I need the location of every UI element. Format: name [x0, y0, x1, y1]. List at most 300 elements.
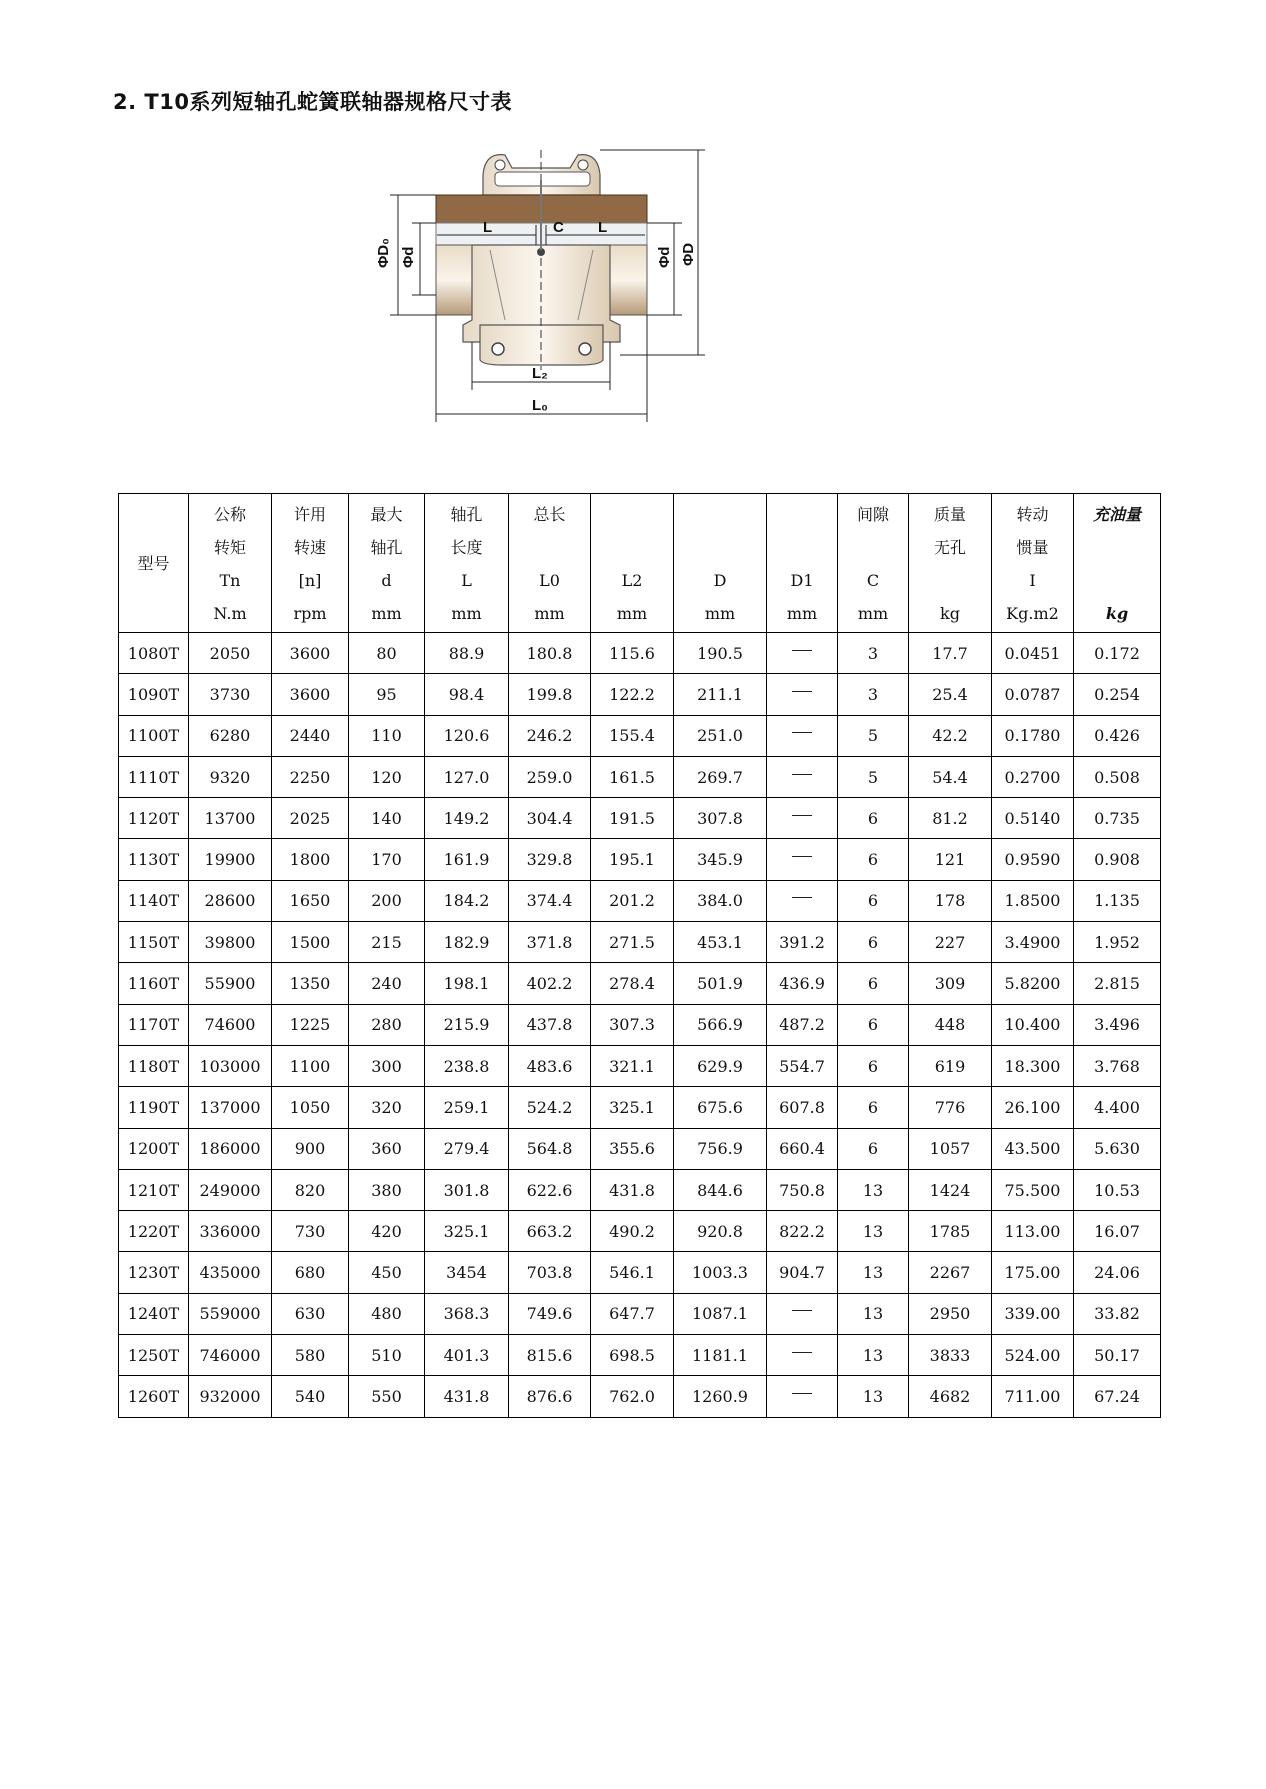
- header-line: mm: [534, 604, 565, 623]
- table-cell: 336000: [189, 1211, 272, 1252]
- table-cell: 844.6: [674, 1169, 767, 1210]
- table-cell: 137000: [189, 1087, 272, 1128]
- table-cell: 820: [272, 1169, 349, 1210]
- table-cell: 2440: [272, 715, 349, 756]
- header-line: [838, 531, 908, 564]
- table-cell: 746000: [189, 1335, 272, 1376]
- dash-mark: [792, 1393, 812, 1395]
- table-cell: 1350: [272, 963, 349, 1004]
- table-cell: 1170T: [119, 1004, 189, 1045]
- table-cell: 271.5: [591, 922, 674, 963]
- table-cell: 75.500: [992, 1169, 1074, 1210]
- table-cell: 0.5140: [992, 798, 1074, 839]
- table-cell: 501.9: [674, 963, 767, 1004]
- header-line: mm: [616, 604, 648, 623]
- table-cell: 120.6: [425, 715, 509, 756]
- table-cell: 0.172: [1074, 633, 1161, 674]
- table-cell: 249000: [189, 1169, 272, 1210]
- table-cell: 1.8500: [992, 880, 1074, 921]
- table-cell: 278.4: [591, 963, 674, 1004]
- dash-mark: [792, 650, 812, 652]
- table-row: [119, 880, 1161, 921]
- table-cell: 3: [838, 674, 909, 715]
- coupling-diagram: [375, 150, 830, 480]
- table-cell: 238.8: [425, 1045, 509, 1086]
- header-line: 总长: [533, 505, 566, 524]
- table-cell: 80: [349, 633, 425, 674]
- table-row: [119, 1004, 1161, 1045]
- header-line: [1074, 531, 1160, 564]
- table-cell: 1230T: [119, 1252, 189, 1293]
- table-cell: 3.768: [1074, 1045, 1161, 1086]
- table-cell: 559000: [189, 1293, 272, 1334]
- header-line: d: [381, 571, 392, 590]
- table-cell: 4.400: [1074, 1087, 1161, 1128]
- table-cell: 127.0: [425, 756, 509, 797]
- table-cell: 436.9: [767, 963, 838, 1004]
- header-line: L: [461, 571, 472, 590]
- table-cell: 647.7: [591, 1293, 674, 1334]
- table-cell: 0.0787: [992, 674, 1074, 715]
- table-cell: 703.8: [509, 1252, 591, 1293]
- table-cell: 0.426: [1074, 715, 1161, 756]
- header-line: 惯量: [1016, 538, 1049, 557]
- table-body: [119, 633, 1161, 1418]
- table-cell: 81.2: [909, 798, 992, 839]
- column-header: [272, 494, 349, 633]
- table-row: [119, 1045, 1161, 1086]
- table-cell: 5: [838, 715, 909, 756]
- header-line: rpm: [293, 604, 327, 623]
- header-line: mm: [857, 604, 889, 623]
- table-cell: 371.8: [509, 922, 591, 963]
- table-cell: [767, 715, 838, 756]
- table-cell: 24.06: [1074, 1252, 1161, 1293]
- dim-label-l2: L₂: [532, 365, 548, 382]
- table-cell: 6: [838, 1045, 909, 1086]
- table-cell: 1240T: [119, 1293, 189, 1334]
- table-cell: 279.4: [425, 1128, 509, 1169]
- header-line: mm: [371, 604, 402, 623]
- table-cell: 815.6: [509, 1335, 591, 1376]
- table-cell: 155.4: [591, 715, 674, 756]
- table-cell: 191.5: [591, 798, 674, 839]
- header-line: 型号: [137, 553, 170, 573]
- header-line: 公称: [213, 505, 246, 524]
- table-cell: 280: [349, 1004, 425, 1045]
- table-cell: 1200T: [119, 1128, 189, 1169]
- table-cell: 450: [349, 1252, 425, 1293]
- table-cell: 240: [349, 963, 425, 1004]
- table-row: [119, 756, 1161, 797]
- table-cell: 26.100: [992, 1087, 1074, 1128]
- table-cell: 607.8: [767, 1087, 838, 1128]
- table-row: [119, 922, 1161, 963]
- table-cell: 67.24: [1074, 1376, 1161, 1417]
- table-cell: 2267: [909, 1252, 992, 1293]
- header-line: [1074, 564, 1160, 597]
- table-cell: 13: [838, 1335, 909, 1376]
- table-cell: 140: [349, 798, 425, 839]
- table-cell: 182.9: [425, 922, 509, 963]
- table-cell: 0.254: [1074, 674, 1161, 715]
- table-cell: 480: [349, 1293, 425, 1334]
- table-cell: [767, 756, 838, 797]
- header-line: 转矩: [213, 538, 246, 557]
- table-cell: 33.82: [1074, 1293, 1161, 1334]
- table-cell: 55900: [189, 963, 272, 1004]
- column-header: [1074, 494, 1161, 633]
- table-cell: 2025: [272, 798, 349, 839]
- table-cell: 113.00: [992, 1211, 1074, 1252]
- table-cell: 1100T: [119, 715, 189, 756]
- table-cell: 13700: [189, 798, 272, 839]
- table-cell: 2.815: [1074, 963, 1161, 1004]
- table-cell: 50.17: [1074, 1335, 1161, 1376]
- table-cell: 698.5: [591, 1335, 674, 1376]
- table-cell: 95: [349, 674, 425, 715]
- column-header: [349, 494, 425, 633]
- table-cell: 822.2: [767, 1211, 838, 1252]
- table-cell: 251.0: [674, 715, 767, 756]
- header-line: L0: [539, 571, 560, 590]
- dim-label-c: C: [553, 219, 564, 236]
- table-cell: 17.7: [909, 633, 992, 674]
- table-cell: 1500: [272, 922, 349, 963]
- table-cell: 6: [838, 839, 909, 880]
- table-cell: 190.5: [674, 633, 767, 674]
- header-line: [591, 498, 673, 531]
- table-cell: 932000: [189, 1376, 272, 1417]
- table-cell: 6: [838, 798, 909, 839]
- header-line: I: [1029, 571, 1036, 590]
- table-cell: 660.4: [767, 1128, 838, 1169]
- column-header: [838, 494, 909, 633]
- table-cell: 195.1: [591, 839, 674, 880]
- table-cell: 307.8: [674, 798, 767, 839]
- header-line: D1: [790, 571, 814, 590]
- table-cell: 110: [349, 715, 425, 756]
- table-row: [119, 963, 1161, 1004]
- table-cell: 161.5: [591, 756, 674, 797]
- table-cell: 401.3: [425, 1335, 509, 1376]
- table-cell: 307.3: [591, 1004, 674, 1045]
- table-row: [119, 715, 1161, 756]
- table-header: [119, 494, 1161, 633]
- table-cell: 619: [909, 1045, 992, 1086]
- table-cell: 227: [909, 922, 992, 963]
- table-cell: 215: [349, 922, 425, 963]
- table-cell: 448: [909, 1004, 992, 1045]
- table-cell: 1260T: [119, 1376, 189, 1417]
- header-line: [674, 498, 766, 531]
- header-line: [n]: [298, 571, 322, 590]
- table-cell: 756.9: [674, 1128, 767, 1169]
- table-cell: 384.0: [674, 880, 767, 921]
- column-header: [674, 494, 767, 633]
- table-cell: 1110T: [119, 756, 189, 797]
- header-line: [674, 531, 766, 564]
- table-cell: 1785: [909, 1211, 992, 1252]
- table-cell: 1260.9: [674, 1376, 767, 1417]
- table-cell: 10.53: [1074, 1169, 1161, 1210]
- table-cell: 54.4: [909, 756, 992, 797]
- table-cell: 368.3: [425, 1293, 509, 1334]
- table-cell: [767, 674, 838, 715]
- table-cell: 246.2: [509, 715, 591, 756]
- table-cell: 540: [272, 1376, 349, 1417]
- table-cell: 380: [349, 1169, 425, 1210]
- table-cell: 420: [349, 1211, 425, 1252]
- dash-mark: [792, 774, 812, 776]
- column-header: [119, 494, 189, 633]
- table-cell: 1100: [272, 1045, 349, 1086]
- header-line: mm: [786, 604, 818, 623]
- table-cell: 98.4: [425, 674, 509, 715]
- table-cell: 453.1: [674, 922, 767, 963]
- table-cell: 3.4900: [992, 922, 1074, 963]
- table-cell: 546.1: [591, 1252, 674, 1293]
- dim-label-big-d: ΦD: [680, 242, 697, 266]
- column-header: [189, 494, 272, 633]
- table-cell: 1250T: [119, 1335, 189, 1376]
- table-cell: 629.9: [674, 1045, 767, 1086]
- dim-label-d-left: Φd: [400, 246, 417, 268]
- table-cell: [767, 880, 838, 921]
- header-line: 充油量: [1092, 505, 1141, 524]
- table-cell: [767, 798, 838, 839]
- table-cell: 121: [909, 839, 992, 880]
- table-cell: 1087.1: [674, 1293, 767, 1334]
- dim-label-l-right: L: [598, 219, 608, 236]
- table-row: [119, 1211, 1161, 1252]
- table-cell: 1.952: [1074, 922, 1161, 963]
- table-cell: 391.2: [767, 922, 838, 963]
- table-cell: 487.2: [767, 1004, 838, 1045]
- table-cell: 3600: [272, 633, 349, 674]
- dash-mark: [792, 1352, 812, 1354]
- table-cell: 180.8: [509, 633, 591, 674]
- table-cell: 0.1780: [992, 715, 1074, 756]
- table-cell: 6: [838, 1087, 909, 1128]
- dim-label-l-left: L: [483, 219, 493, 236]
- table-cell: 680: [272, 1252, 349, 1293]
- table-cell: 39800: [189, 922, 272, 963]
- dim-label-l0: L₀: [532, 397, 548, 414]
- table-cell: 6: [838, 1004, 909, 1045]
- column-header: [992, 494, 1074, 633]
- table-row: [119, 633, 1161, 674]
- table-cell: 3: [838, 633, 909, 674]
- table-cell: 5.8200: [992, 963, 1074, 1004]
- header-line: kg: [940, 604, 960, 623]
- table-cell: 663.2: [509, 1211, 591, 1252]
- column-header: [425, 494, 509, 633]
- header-line: N.m: [213, 604, 247, 623]
- table-cell: 321.1: [591, 1045, 674, 1086]
- header-line: 长度: [450, 538, 483, 557]
- table-cell: 115.6: [591, 633, 674, 674]
- header-line: [767, 531, 837, 564]
- table-cell: 0.0451: [992, 633, 1074, 674]
- dash-mark: [792, 732, 812, 734]
- header-line: 轴孔: [450, 505, 483, 524]
- table-cell: 360: [349, 1128, 425, 1169]
- table-cell: 43.500: [992, 1128, 1074, 1169]
- table-cell: 1080T: [119, 633, 189, 674]
- table-cell: 325.1: [591, 1087, 674, 1128]
- table-cell: 0.9590: [992, 839, 1074, 880]
- column-header: [509, 494, 591, 633]
- table-cell: 103000: [189, 1045, 272, 1086]
- table-row: [119, 798, 1161, 839]
- table-row: [119, 1169, 1161, 1210]
- header-line: 转动: [1016, 505, 1049, 524]
- dash-mark: [792, 897, 812, 899]
- dash-mark: [792, 1310, 812, 1312]
- table-cell: 309: [909, 963, 992, 1004]
- table-cell: 259.1: [425, 1087, 509, 1128]
- table-cell: 0.2700: [992, 756, 1074, 797]
- header-line: Tn: [219, 571, 241, 590]
- table-cell: 42.2: [909, 715, 992, 756]
- header-line: [909, 564, 991, 597]
- table-cell: 184.2: [425, 880, 509, 921]
- table-cell: 1057: [909, 1128, 992, 1169]
- table-cell: 435000: [189, 1252, 272, 1293]
- table-cell: 122.2: [591, 674, 674, 715]
- table-cell: 6280: [189, 715, 272, 756]
- header-line: mm: [704, 604, 736, 623]
- table-cell: 259.0: [509, 756, 591, 797]
- table-cell: 622.6: [509, 1169, 591, 1210]
- table-cell: 329.8: [509, 839, 591, 880]
- header-line: 最大: [370, 505, 403, 524]
- header-line: 许用: [293, 505, 326, 524]
- table-cell: 200: [349, 880, 425, 921]
- table-cell: 374.4: [509, 880, 591, 921]
- table-cell: 178: [909, 880, 992, 921]
- spec-table: [118, 493, 1161, 1418]
- table-cell: 0.508: [1074, 756, 1161, 797]
- table-cell: 1140T: [119, 880, 189, 921]
- header-line: L2: [621, 571, 643, 590]
- table-cell: 1220T: [119, 1211, 189, 1252]
- table-cell: 19900: [189, 839, 272, 880]
- table-cell: 554.7: [767, 1045, 838, 1086]
- table-cell: 9320: [189, 756, 272, 797]
- table-cell: 300: [349, 1045, 425, 1086]
- table-cell: 13: [838, 1376, 909, 1417]
- table-cell: 510: [349, 1335, 425, 1376]
- table-row: [119, 1252, 1161, 1293]
- table-cell: 345.9: [674, 839, 767, 880]
- table-cell: 1090T: [119, 674, 189, 715]
- table-cell: 750.8: [767, 1169, 838, 1210]
- table-cell: 304.4: [509, 798, 591, 839]
- table-cell: 2050: [189, 633, 272, 674]
- table-cell: 28600: [189, 880, 272, 921]
- header-line: 间隙: [856, 505, 889, 524]
- table-cell: 199.8: [509, 674, 591, 715]
- table-cell: 211.1: [674, 674, 767, 715]
- header-line: [509, 531, 590, 564]
- header-line: 无孔: [933, 538, 966, 557]
- table-cell: 920.8: [674, 1211, 767, 1252]
- header-line: [767, 498, 837, 531]
- column-header: [767, 494, 838, 633]
- table-cell: 170: [349, 839, 425, 880]
- table-cell: 3.496: [1074, 1004, 1161, 1045]
- table-cell: 564.8: [509, 1128, 591, 1169]
- table-cell: 1050: [272, 1087, 349, 1128]
- table-row: [119, 1376, 1161, 1417]
- table-cell: 876.6: [509, 1376, 591, 1417]
- table-cell: 749.6: [509, 1293, 591, 1334]
- table-row: [119, 1087, 1161, 1128]
- table-cell: 2950: [909, 1293, 992, 1334]
- table-cell: 1180T: [119, 1045, 189, 1086]
- table-row: [119, 1128, 1161, 1169]
- table-cell: 1800: [272, 839, 349, 880]
- table-cell: 402.2: [509, 963, 591, 1004]
- table-cell: 18.300: [992, 1045, 1074, 1086]
- table-row: [119, 674, 1161, 715]
- dash-mark: [792, 815, 812, 817]
- header-line: D: [713, 571, 727, 590]
- table-cell: 1120T: [119, 798, 189, 839]
- table-cell: 198.1: [425, 963, 509, 1004]
- table-cell: 1130T: [119, 839, 189, 880]
- dim-label-d-right: Φd: [656, 246, 673, 268]
- table-cell: 10.400: [992, 1004, 1074, 1045]
- dash-mark: [792, 691, 812, 693]
- table-cell: 120: [349, 756, 425, 797]
- table-cell: 580: [272, 1335, 349, 1376]
- table-cell: 0.735: [1074, 798, 1161, 839]
- header-line: C: [866, 571, 880, 590]
- table-cell: 201.2: [591, 880, 674, 921]
- table-cell: 25.4: [909, 674, 992, 715]
- table-cell: [767, 633, 838, 674]
- table-cell: 186000: [189, 1128, 272, 1169]
- table-cell: 161.9: [425, 839, 509, 880]
- table-cell: 3730: [189, 674, 272, 715]
- table-cell: [767, 1293, 838, 1334]
- table-cell: 149.2: [425, 798, 509, 839]
- table-cell: 5: [838, 756, 909, 797]
- header-line: 转速: [293, 538, 326, 557]
- table-cell: 2250: [272, 756, 349, 797]
- table-cell: 4682: [909, 1376, 992, 1417]
- table-cell: 3833: [909, 1335, 992, 1376]
- table-cell: 1.135: [1074, 880, 1161, 921]
- table-cell: [767, 1335, 838, 1376]
- table-cell: 320: [349, 1087, 425, 1128]
- table-cell: 711.00: [992, 1376, 1074, 1417]
- table-cell: 215.9: [425, 1004, 509, 1045]
- table-cell: 437.8: [509, 1004, 591, 1045]
- table-cell: 13: [838, 1211, 909, 1252]
- table-cell: 6: [838, 880, 909, 921]
- table-cell: 483.6: [509, 1045, 591, 1086]
- table-cell: 301.8: [425, 1169, 509, 1210]
- column-header: [909, 494, 992, 633]
- table-cell: 88.9: [425, 633, 509, 674]
- dash-mark: [792, 856, 812, 858]
- table-cell: 904.7: [767, 1252, 838, 1293]
- table-cell: 1181.1: [674, 1335, 767, 1376]
